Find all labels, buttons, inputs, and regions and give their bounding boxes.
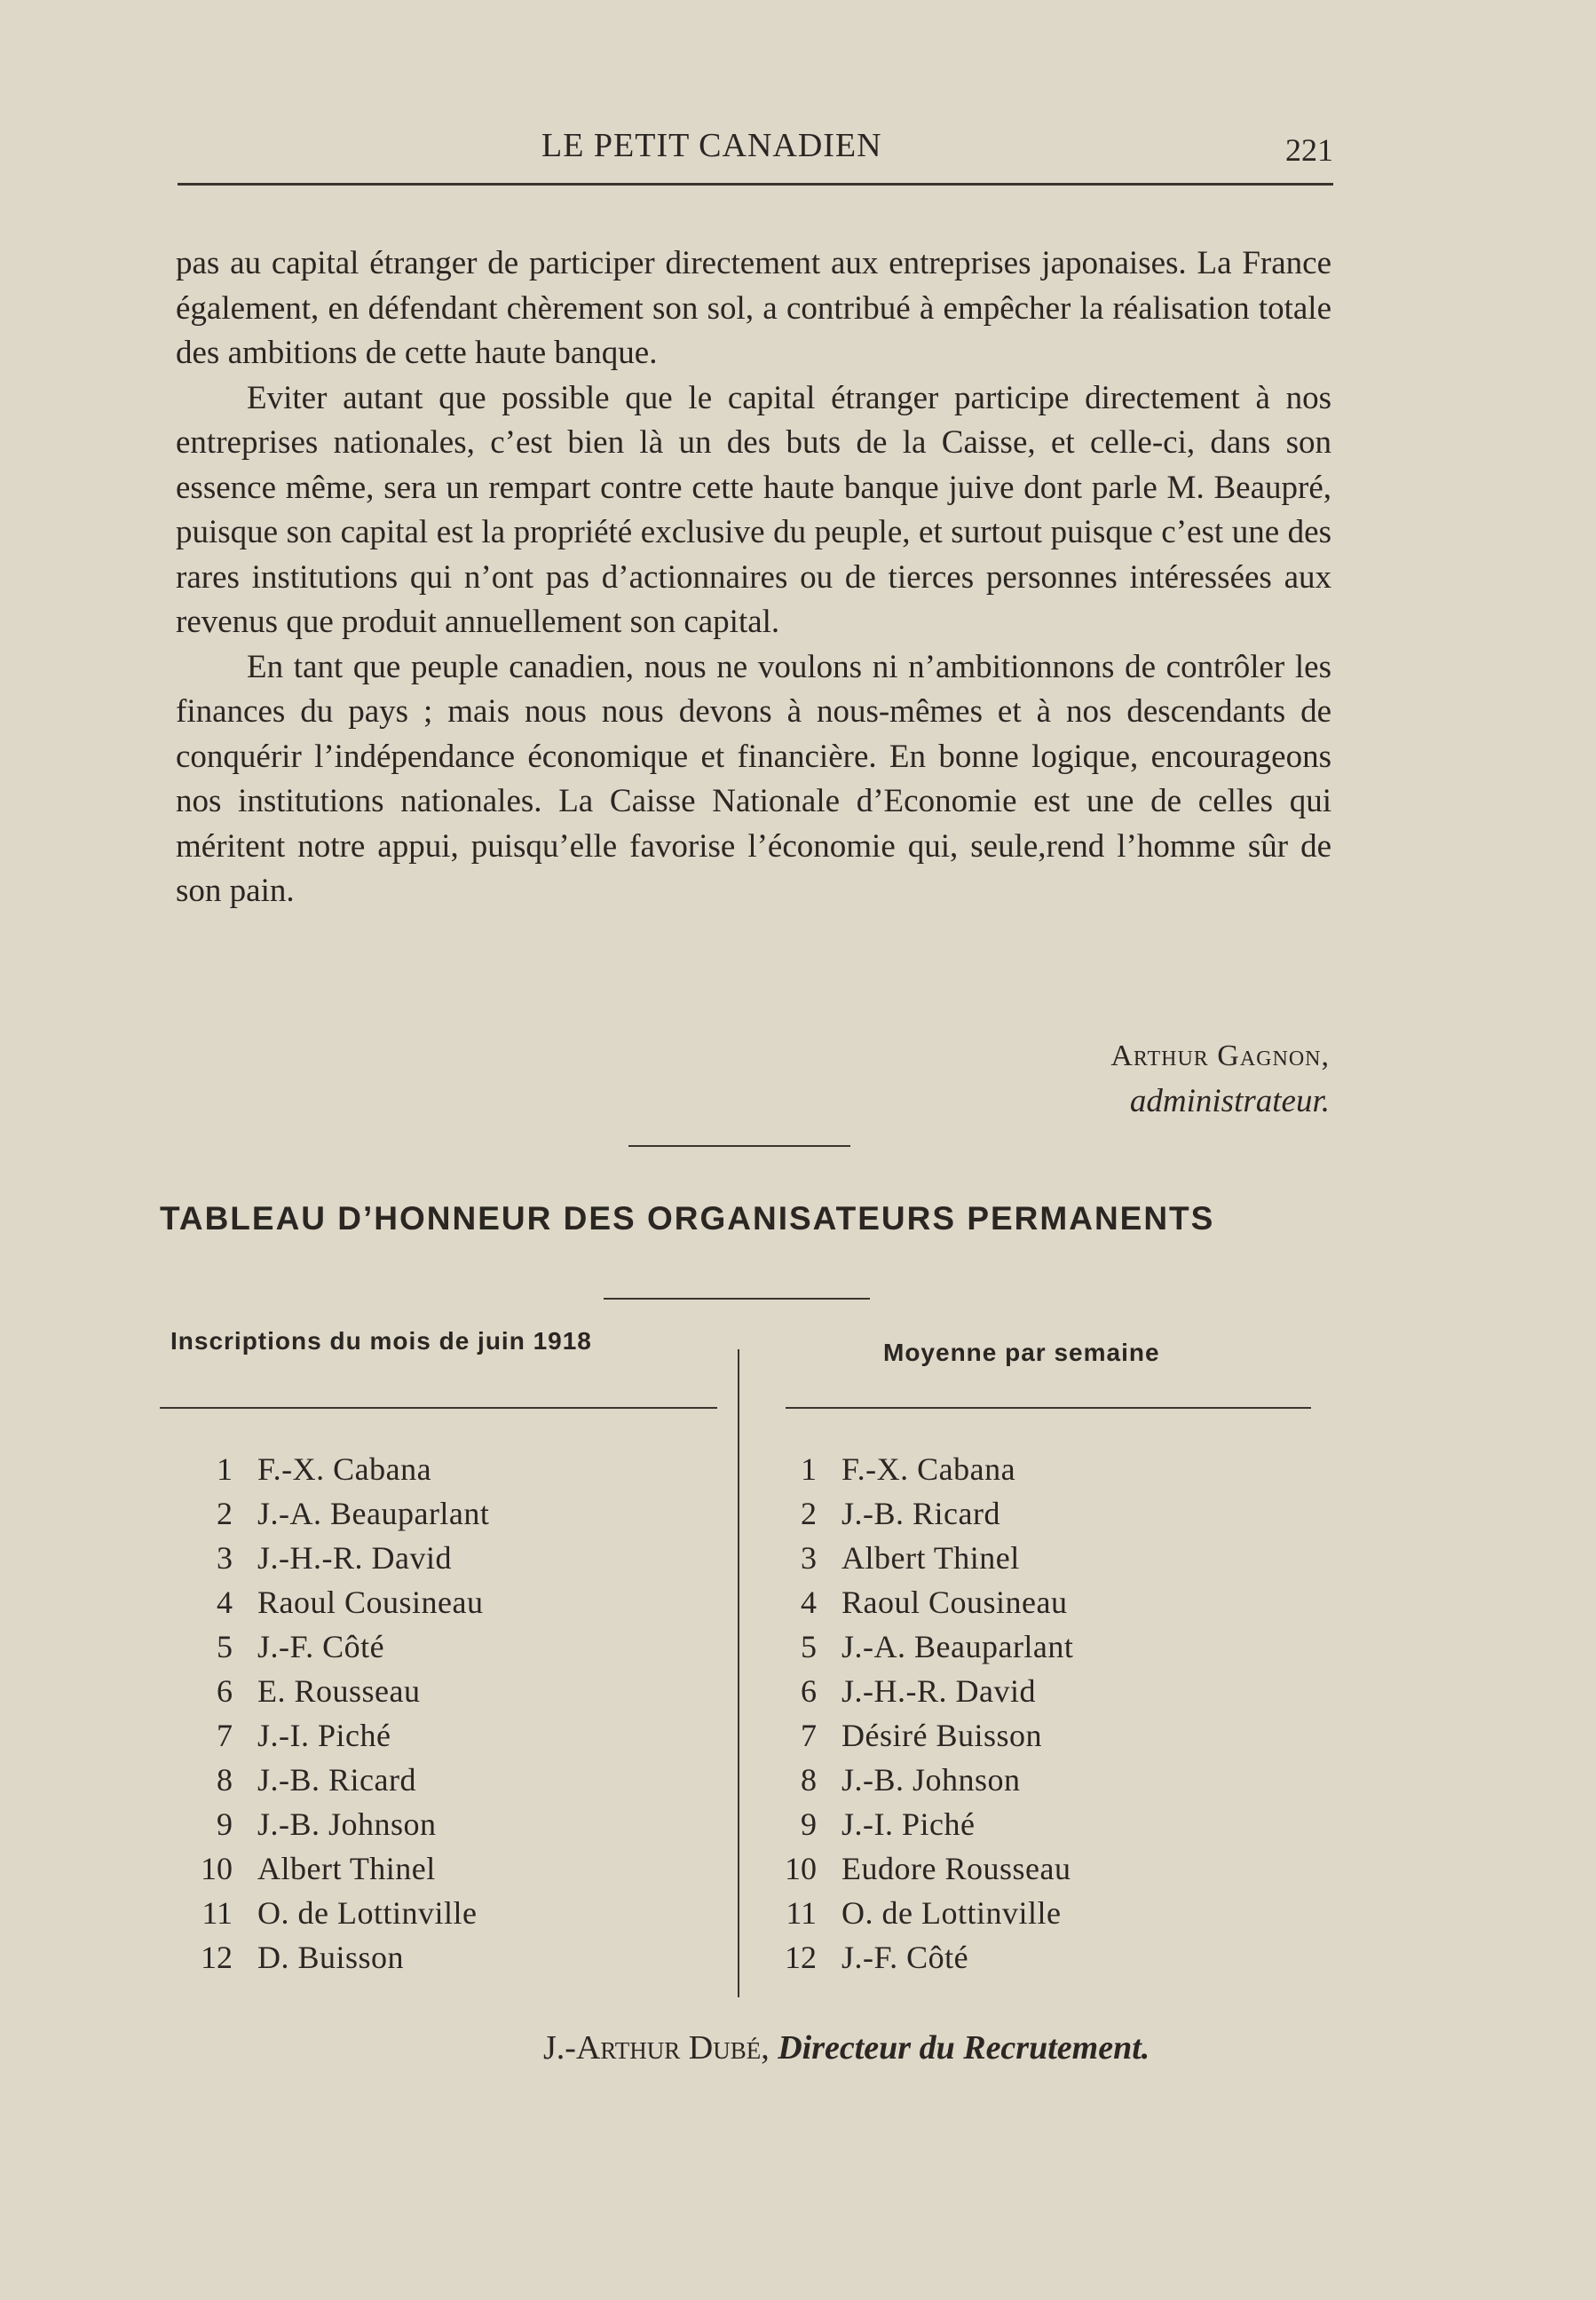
- rank-number: 5: [801, 1629, 817, 1664]
- director-name: J.-Arthur Dubé,: [543, 2029, 770, 2067]
- rank-number: 1: [801, 1451, 817, 1487]
- right-column-heading: Moyenne par semaine: [883, 1339, 1160, 1366]
- list-item: [178, 1624, 385, 1669]
- list-item: [178, 1580, 484, 1624]
- rank-number: 12: [201, 1940, 233, 1975]
- organizer-name: Raoul Cousineau: [257, 1585, 484, 1620]
- organizer-name: Albert Thinel: [841, 1540, 1020, 1576]
- rank-number: 7: [801, 1718, 817, 1753]
- paragraph: En tant que peuple canadien, nous ne voulons ni n’ambitionnons de contrôler les finances du pays ; mais nous nous devons à nous-mêmes et à nos descendants de conquérir l’indépendance économique et financière. En bonne logique, encourageons nos institutions nationales. La Caisse Nationale d’Economie est une de celles qui méritent notre appui, puisqu’elle favorise l’économie qui, seule,rend l’homme sûr de son pain.: [176, 648, 1331, 909]
- list-item: [762, 1491, 1000, 1536]
- list-item: [178, 1891, 478, 1935]
- organizer-name: J.-A. Beauparlant: [257, 1496, 490, 1531]
- list-item: [762, 1713, 1042, 1758]
- right-ranking-list: [762, 1447, 1074, 1980]
- rank-number: 12: [785, 1940, 817, 1975]
- list-item: [762, 1758, 1021, 1802]
- list-item: [762, 1802, 976, 1846]
- organizer-name: O. de Lottinville: [257, 1895, 478, 1931]
- list-item: [178, 1802, 437, 1846]
- organizer-name: Raoul Cousineau: [841, 1585, 1068, 1620]
- signature-name: Arthur Gagnon,: [1110, 1039, 1330, 1072]
- right-column-rule: [786, 1407, 1311, 1409]
- rank-number: 4: [217, 1585, 233, 1620]
- header-rule: [178, 183, 1333, 186]
- rank-number: 4: [801, 1585, 817, 1620]
- organizer-name: Désiré Buisson: [841, 1718, 1042, 1753]
- list-item: [762, 1447, 1016, 1491]
- list-item: [178, 1935, 405, 1980]
- rank-number: 3: [217, 1540, 233, 1576]
- organizer-name: J.-I. Piché: [257, 1718, 391, 1753]
- list-item: [178, 1491, 490, 1536]
- organizer-name: J.-H.-R. David: [841, 1673, 1036, 1709]
- organizer-name: J.-A. Beauparlant: [841, 1629, 1074, 1664]
- rank-number: 10: [785, 1851, 817, 1886]
- rank-number: 8: [801, 1762, 817, 1798]
- organizer-name: J.-F. Côté: [257, 1629, 385, 1664]
- list-item: [178, 1447, 432, 1491]
- list-item: [762, 1935, 969, 1980]
- organizer-name: J.-B. Johnson: [257, 1806, 437, 1842]
- title-rule: [604, 1298, 870, 1300]
- organizer-name: Albert Thinel: [257, 1851, 436, 1886]
- list-item: [178, 1758, 416, 1802]
- director-signature: [543, 2028, 1150, 2067]
- rank-number: 9: [217, 1806, 233, 1842]
- list-item: [762, 1669, 1036, 1713]
- organizer-name: F.-X. Cabana: [257, 1451, 432, 1487]
- list-item: [178, 1846, 436, 1891]
- organizer-name: F.-X. Cabana: [841, 1451, 1016, 1487]
- honor-roll-title: TABLEAU D’HONNEUR DES ORGANISATEURS PERMANENTS: [160, 1200, 1215, 1237]
- organizer-name: E. Rousseau: [257, 1673, 421, 1709]
- organizer-name: J.-H.-R. David: [257, 1540, 452, 1576]
- rank-number: 9: [801, 1806, 817, 1842]
- organizer-name: J.-I. Piché: [841, 1806, 976, 1842]
- paragraph: Eviter autant que possible que le capital étranger participe directement à nos entreprises nationales, c’est bien là un des buts de la Caisse, et celle-ci, dans son essence même, sera un rempart contre cette haute banque juive dont parle M. Beaupré, puisque son capital est la propriété exclusive du peuple, et surtout puisque c’est une des rares institutions qui n’ont pas d’actionnaires ou de tierces personnes intéressées aux revenus que produit annuellement son capital.: [176, 379, 1331, 640]
- list-item: [762, 1624, 1074, 1669]
- rank-number: 10: [201, 1851, 233, 1886]
- rank-number: 3: [801, 1540, 817, 1576]
- list-item: [762, 1891, 1062, 1935]
- rank-number: 6: [217, 1673, 233, 1709]
- left-column-rule: [160, 1407, 717, 1409]
- organizer-name: J.-F. Côté: [841, 1940, 969, 1975]
- running-head: [178, 126, 1333, 188]
- running-title: LE PETIT CANADIEN: [541, 127, 882, 164]
- organizer-name: J.-B. Johnson: [841, 1762, 1021, 1798]
- rank-number: 7: [217, 1718, 233, 1753]
- rank-number: 11: [786, 1895, 817, 1931]
- left-column-heading: Inscriptions du mois de juin 1918: [170, 1327, 592, 1355]
- page-number: 221: [1285, 132, 1333, 168]
- list-item: [762, 1846, 1071, 1891]
- organizer-name: O. de Lottinville: [841, 1895, 1062, 1931]
- rank-number: 11: [201, 1895, 233, 1931]
- list-item: [178, 1713, 391, 1758]
- list-item: [178, 1669, 421, 1713]
- rank-number: 1: [217, 1451, 233, 1487]
- rank-number: 2: [801, 1496, 817, 1531]
- article-signature: [1110, 1034, 1330, 1125]
- organizer-name: J.-B. Ricard: [257, 1762, 416, 1798]
- organizer-name: Eudore Rousseau: [841, 1851, 1071, 1886]
- column-divider: [738, 1349, 739, 1997]
- organizer-name: D. Buisson: [257, 1940, 405, 1975]
- director-role: Directeur du Recrutement.: [778, 2029, 1150, 2067]
- rank-number: 6: [801, 1673, 817, 1709]
- section-divider: [628, 1145, 850, 1147]
- article-body: [176, 241, 1331, 914]
- signature-role: administrateur.: [1129, 1083, 1330, 1119]
- rank-number: 8: [217, 1762, 233, 1798]
- paragraph: pas au capital étranger de participer directement aux entreprises japonaises. La France également, en défendant chèrement son sol, a contribué à empêcher la réalisation totale des ambitions de cette haute banque.: [176, 245, 1331, 371]
- rank-number: 2: [217, 1496, 233, 1531]
- rank-number: 5: [217, 1629, 233, 1664]
- list-item: [178, 1536, 452, 1580]
- organizer-name: J.-B. Ricard: [841, 1496, 1000, 1531]
- left-ranking-list: [178, 1447, 490, 1980]
- list-item: [762, 1580, 1068, 1624]
- list-item: [762, 1536, 1020, 1580]
